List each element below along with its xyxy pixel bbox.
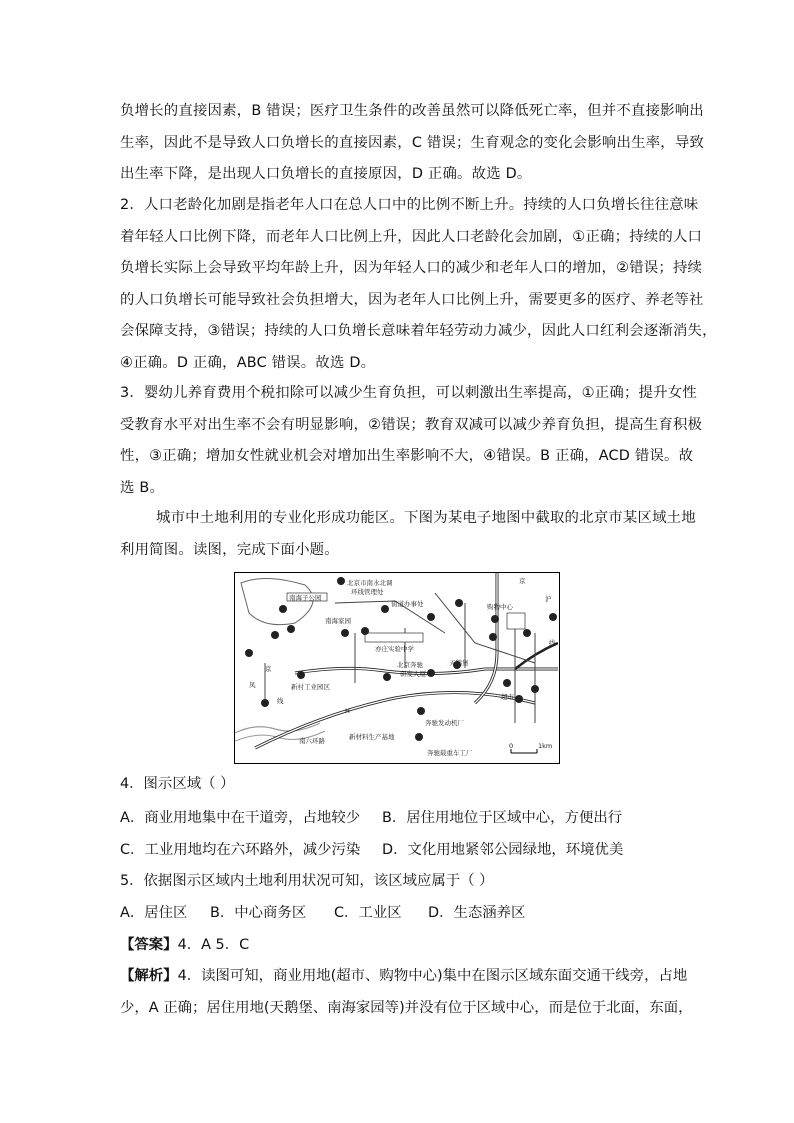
map-label-school: 亦庄实验中学 [375, 645, 414, 653]
land-use-map [234, 572, 560, 764]
answer-line [120, 933, 249, 954]
map-label-xian: 线 [549, 639, 556, 647]
paragraph-answer-3 [120, 378, 703, 504]
scale-km: 1km [538, 742, 553, 750]
text-line: 性，③正确；增加女性就业机会对增加出生率影响不大，④错误。B 正确，ACD 错误。故 [120, 448, 694, 464]
map-label-hu: 沪 [545, 595, 552, 603]
map-label-ring: 南六环路 [299, 737, 325, 745]
answer-text: 4．A 5．C [177, 937, 250, 953]
map-label-jing2: 京 [265, 665, 272, 673]
map-label-material: 新材料生产基地 [349, 733, 395, 741]
q5-option-a[interactable]: A．居住区 [120, 905, 188, 921]
q5-option-d[interactable]: D．生态涵养区 [428, 905, 526, 921]
map-drawing [235, 573, 558, 762]
q4-option-b[interactable]: B．居住用地位于区域中心，方便出行 [382, 810, 623, 826]
map-label-xincun: 新村工业园区 [291, 683, 330, 691]
text-line: 受教育水平对出生率不会有明显影响，②错误；教育双减可以减少养育负担，提高生育积极 [120, 416, 703, 433]
text-line: 3．婴幼儿养育费用个税扣除可以减少生育负担，可以刺激出生率提高，①正确；提升女性 [120, 385, 697, 401]
map-label-h: H [345, 707, 350, 715]
scale-zero: 0 [509, 742, 514, 750]
analysis-tag: 【解析】 [120, 968, 178, 984]
map-label-truck: 奔驰载重车工厂 [427, 749, 473, 757]
map-label-office2: 环线管理处 [351, 588, 384, 596]
map-label-supermarket: 超市 [501, 693, 514, 701]
text-line: 出生率下降，是出现人口负增长的直接原因，D 正确。故选 D。 [120, 166, 532, 182]
text-line: 着年轻人口比例下降，而老年人口比例上升，因此人口老龄化会加剧，①正确；持续的人口 [120, 228, 703, 245]
q4-option-a[interactable]: A．商业用地集中在干道旁，占地较少 [120, 810, 361, 826]
text-line: ④正确。D 正确，ABC 错误。故选 D。 [120, 354, 376, 371]
map-label-nanhai: 南海家园 [325, 617, 351, 625]
analysis-line-1 [120, 964, 687, 985]
text-line: 负增长的直接因素，B 错误；医疗卫生条件的改善虽然可以降低死亡率，但并不直接影响出 [120, 103, 704, 119]
q4-option-d[interactable]: D．文化用地紧邻公园绿地，环境优美 [382, 842, 624, 858]
analysis-text-1: 4．读图可知，商业用地(超市、购物中心)集中在图示区域东面交通干线旁，占地 [177, 968, 688, 984]
text-line: 利用简图。读图，完成下面小题。 [120, 541, 339, 558]
analysis-line-2: 少，A 正确；居住用地(天鹅堡、南海家园等)并没有位于区域中心，而是位于北面，东面， [120, 1000, 693, 1016]
question-5-stem: 5．依据图示区域内土地利用状况可知，该区域应属于（ ） [120, 873, 494, 889]
text-line: 选 B。 [120, 479, 165, 496]
map-label-benchi1: 北京奔驰 [397, 661, 423, 669]
map-label-beijing: 京 [519, 577, 526, 585]
q4-option-c[interactable]: C．工业用地均在六环路外，减少污染 [120, 842, 361, 858]
map-label-engine: 奔驰发动机厂 [425, 719, 464, 727]
q5-option-c[interactable]: C．工业区 [334, 905, 402, 921]
map-label-xian2: 线 [277, 697, 284, 705]
answer-tag: 【答案】 [120, 937, 178, 953]
map-label-benchi2: 研发大厦 [400, 670, 426, 678]
map-label-street: 街道办事处 [391, 600, 424, 608]
map-label-tiane: 天鹅堡 [449, 659, 469, 667]
q5-option-b[interactable]: B．中心商务区 [210, 905, 307, 921]
paragraph-answer-2 [120, 190, 717, 379]
question-intro [120, 503, 696, 566]
map-label-mall: 购物中心 [487, 603, 513, 611]
question-4-stem: 4．图示区域（ ） [120, 776, 235, 792]
text-line: 生率，因此不是导致人口负增长的直接因素，C 错误；生育观念的变化会影响出生率，导致 [120, 134, 705, 151]
paragraph-answer-1-continued [120, 96, 705, 191]
text-line: 城市中土地利用的专业化形成功能区。下图为某电子地图中截取的北京市某区域土地 [156, 510, 696, 526]
text-line: 负增长实际上会导致平均年龄上升，因为年轻人口的减少和老年人口的增加，②错误；持续 [120, 260, 703, 276]
text-line: 2．人口老龄化加剧是指老年人口在总人口中的比例不断上升。持续的人口负增长往往意味 [120, 197, 699, 213]
map-label-office: 北京市南水北调 [347, 579, 393, 587]
map-label-feng: 凤 [249, 681, 256, 689]
map-label-park: 南海子公园 [289, 594, 322, 602]
text-line: 的人口负增长可能导致社会负担增大，因为老年人口比例上升，需要更多的医疗、养老等社 [120, 291, 704, 308]
text-line: 会保障支持，③错误；持续的人口负增长意味着年轻劳动力减少，因此人口红利会逐渐消失， [120, 323, 717, 339]
